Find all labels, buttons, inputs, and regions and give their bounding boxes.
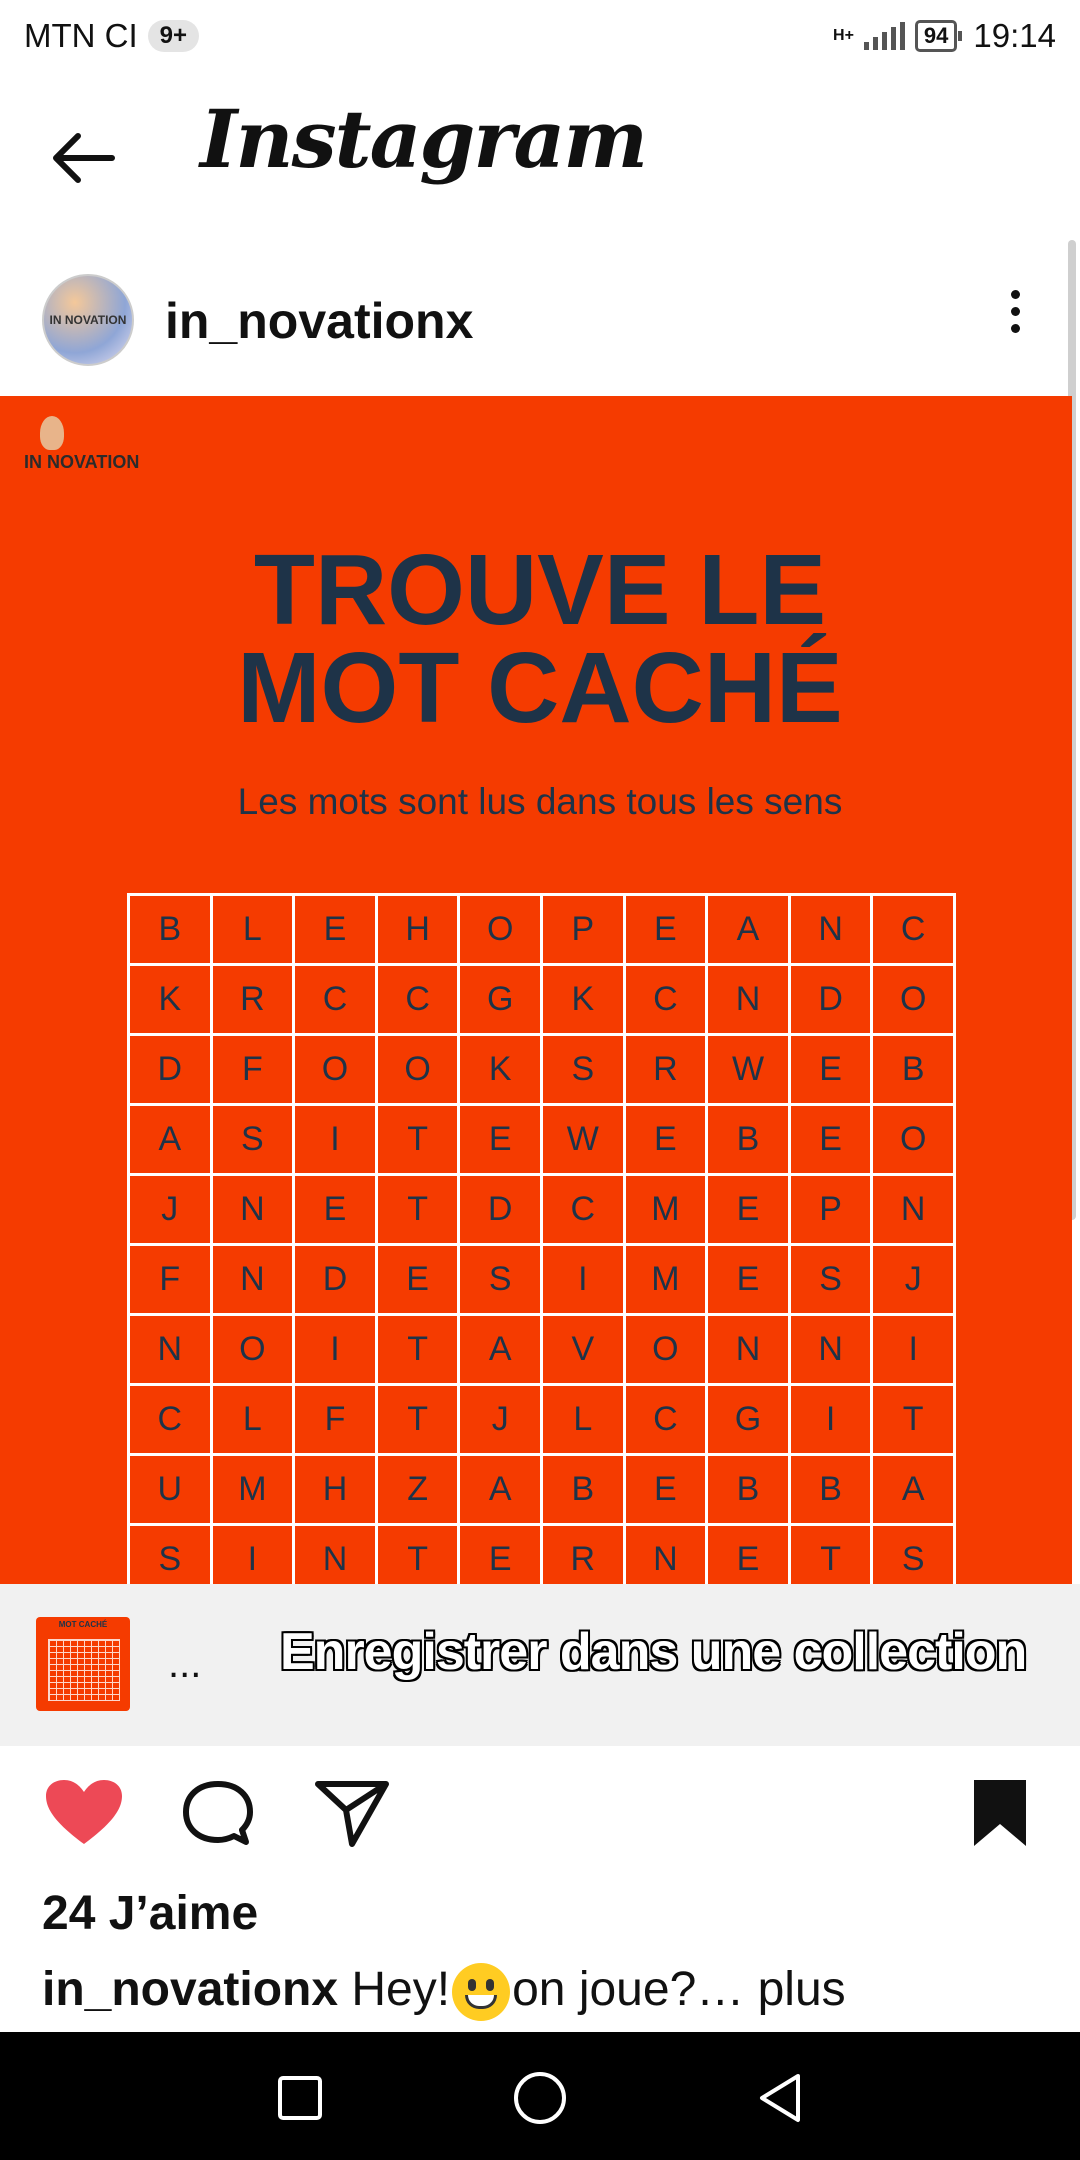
grid-cell: E (378, 1246, 461, 1316)
grid-cell: N (791, 1316, 874, 1386)
grid-cell: O (460, 896, 543, 966)
grid-cell: E (791, 1106, 874, 1176)
likes-count[interactable]: 24 J’aime (42, 1887, 259, 1940)
grid-cell: I (543, 1246, 626, 1316)
paper-plane-icon[interactable] (312, 1778, 392, 1848)
grid-cell: E (626, 1456, 709, 1526)
grid-cell: H (378, 896, 461, 966)
instagram-logo: Instagram (200, 92, 646, 186)
caption (42, 1962, 846, 2021)
nav-back-icon[interactable] (750, 2068, 810, 2128)
save-to-collection-button[interactable]: Enregistrer dans une collection (280, 1623, 1027, 1681)
grid-cell: T (378, 1176, 461, 1246)
grid-cell: L (213, 1386, 296, 1456)
lightbulb-icon (40, 416, 64, 450)
back-arrow-icon[interactable] (48, 128, 118, 188)
grid-cell: J (460, 1386, 543, 1456)
grid-cell: B (791, 1456, 874, 1526)
heart-filled-icon[interactable] (44, 1778, 124, 1848)
grid-cell: I (213, 1526, 296, 1584)
grid-cell: C (295, 966, 378, 1036)
grid-cell: N (708, 966, 791, 1036)
grid-cell: F (295, 1386, 378, 1456)
grid-cell: L (213, 896, 296, 966)
grid-cell: I (295, 1316, 378, 1386)
grid-cell: A (460, 1316, 543, 1386)
grid-cell: R (626, 1036, 709, 1106)
post-username[interactable]: in_novationx (165, 293, 474, 349)
grid-cell: B (543, 1456, 626, 1526)
top-nav (0, 72, 1080, 242)
grid-cell: J (130, 1176, 213, 1246)
grid-cell: E (460, 1106, 543, 1176)
grid-cell: S (543, 1036, 626, 1106)
grid-cell: U (130, 1456, 213, 1526)
grid-cell: J (873, 1246, 956, 1316)
grid-cell: A (708, 896, 791, 966)
grid-cell: S (873, 1526, 956, 1584)
grid-cell: S (213, 1106, 296, 1176)
status-right (833, 17, 1056, 55)
grid-cell: D (460, 1176, 543, 1246)
grid-cell: T (791, 1526, 874, 1584)
caption-username[interactable]: in_novationx (42, 1963, 339, 2016)
grid-cell: O (873, 966, 956, 1036)
grid-cell: S (791, 1246, 874, 1316)
grid-cell: T (378, 1316, 461, 1386)
notification-badge: 9+ (148, 20, 199, 52)
grid-cell: O (873, 1106, 956, 1176)
grid-cell: A (460, 1456, 543, 1526)
grid-cell: N (213, 1246, 296, 1316)
more-options-icon[interactable] (1000, 282, 1030, 352)
grid-cell: N (626, 1526, 709, 1584)
grid-cell: W (708, 1036, 791, 1106)
grid-cell: M (213, 1456, 296, 1526)
grid-cell: C (626, 966, 709, 1036)
grid-cell: O (626, 1316, 709, 1386)
grid-cell: G (460, 966, 543, 1036)
grid-cell: I (873, 1316, 956, 1386)
bookmark-filled-icon[interactable] (960, 1778, 1040, 1848)
grid-cell: N (295, 1526, 378, 1584)
grid-cell: E (295, 1176, 378, 1246)
comment-icon[interactable] (178, 1778, 258, 1848)
grid-cell: D (295, 1246, 378, 1316)
grid-cell: F (213, 1036, 296, 1106)
home-icon[interactable] (510, 2068, 570, 2128)
grid-cell: B (708, 1456, 791, 1526)
grid-cell: C (626, 1386, 709, 1456)
post-actions (0, 1746, 1080, 1876)
grid-cell: S (130, 1526, 213, 1584)
grid-cell: B (130, 896, 213, 966)
grid-cell: Z (378, 1456, 461, 1526)
grid-cell: L (543, 1386, 626, 1456)
grid-cell: A (873, 1456, 956, 1526)
battery-icon: 94 (915, 20, 957, 52)
brand-text: IN NOVATION (24, 452, 140, 472)
grid-cell: P (791, 1176, 874, 1246)
brand-logo (24, 416, 164, 486)
grid-cell: R (213, 966, 296, 1036)
collection-thumbnail (36, 1617, 130, 1711)
grid-cell: E (295, 896, 378, 966)
grid-cell: E (460, 1526, 543, 1584)
recent-apps-icon[interactable] (270, 2068, 330, 2128)
grid-cell: T (873, 1386, 956, 1456)
grid-cell: P (543, 896, 626, 966)
grid-cell: E (708, 1246, 791, 1316)
clock: 19:14 (973, 17, 1056, 54)
grid-cell: N (213, 1176, 296, 1246)
grid-cell: V (543, 1316, 626, 1386)
post-header (0, 262, 1080, 392)
caption-text-start: Hey! (351, 1963, 451, 2016)
grid-cell: O (295, 1036, 378, 1106)
puzzle-title: TROUVE LE MOT CACHÉ (237, 534, 843, 744)
grid-cell: N (791, 896, 874, 966)
grid-cell: E (791, 1036, 874, 1106)
save-toast (0, 1584, 1080, 1746)
system-nav-bar (0, 2032, 1080, 2160)
grid-cell: C (543, 1176, 626, 1246)
grid-cell: I (791, 1386, 874, 1456)
grid-cell: E (708, 1526, 791, 1584)
avatar[interactable] (42, 274, 134, 366)
status-left (24, 17, 199, 55)
grid-cell: E (626, 1106, 709, 1176)
grid-cell: N (708, 1316, 791, 1386)
grid-cell: B (873, 1036, 956, 1106)
grid-cell: T (378, 1386, 461, 1456)
carrier-name: MTN CI (24, 17, 138, 54)
grid-cell: D (130, 1036, 213, 1106)
puzzle-subtitle: Les mots sont lus dans tous les sens (237, 781, 843, 822)
avatar-text: IN NOVATION (49, 313, 127, 327)
grid-cell: T (378, 1526, 461, 1584)
grid-cell: E (626, 896, 709, 966)
grid-cell: K (460, 1036, 543, 1106)
grid-cell: H (295, 1456, 378, 1526)
toast-ellipsis: ... (168, 1642, 202, 1686)
grid-cell: G (708, 1386, 791, 1456)
network-type-label: H+ (833, 27, 854, 44)
grid-cell: C (130, 1386, 213, 1456)
grid-cell: I (295, 1106, 378, 1176)
grid-cell: M (626, 1176, 709, 1246)
grid-cell: M (626, 1246, 709, 1316)
grid-cell: O (378, 1036, 461, 1106)
grid-cell: N (130, 1316, 213, 1386)
grid-cell: E (708, 1176, 791, 1246)
grid-cell: B (708, 1106, 791, 1176)
grinning-emoji-icon (452, 1963, 510, 2021)
grid-cell: D (791, 966, 874, 1036)
thumbnail-grid (48, 1639, 120, 1701)
grid-cell: N (873, 1176, 956, 1246)
grid-cell: S (460, 1246, 543, 1316)
caption-text-end[interactable]: on joue?… plus (512, 1963, 846, 2016)
grid-cell: F (130, 1246, 213, 1316)
grid-cell: W (543, 1106, 626, 1176)
grid-cell: K (543, 966, 626, 1036)
post-image[interactable] (0, 396, 1072, 1584)
signal-icon (864, 22, 905, 50)
thumbnail-title: MOT CACHÉ (58, 1620, 108, 1629)
word-search-grid (127, 893, 956, 1584)
grid-cell: K (130, 966, 213, 1036)
grid-cell: C (873, 896, 956, 966)
grid-cell: C (378, 966, 461, 1036)
grid-cell: R (543, 1526, 626, 1584)
grid-cell: A (130, 1106, 213, 1176)
grid-cell: T (378, 1106, 461, 1176)
grid-cell: O (213, 1316, 296, 1386)
status-bar (0, 0, 1080, 72)
